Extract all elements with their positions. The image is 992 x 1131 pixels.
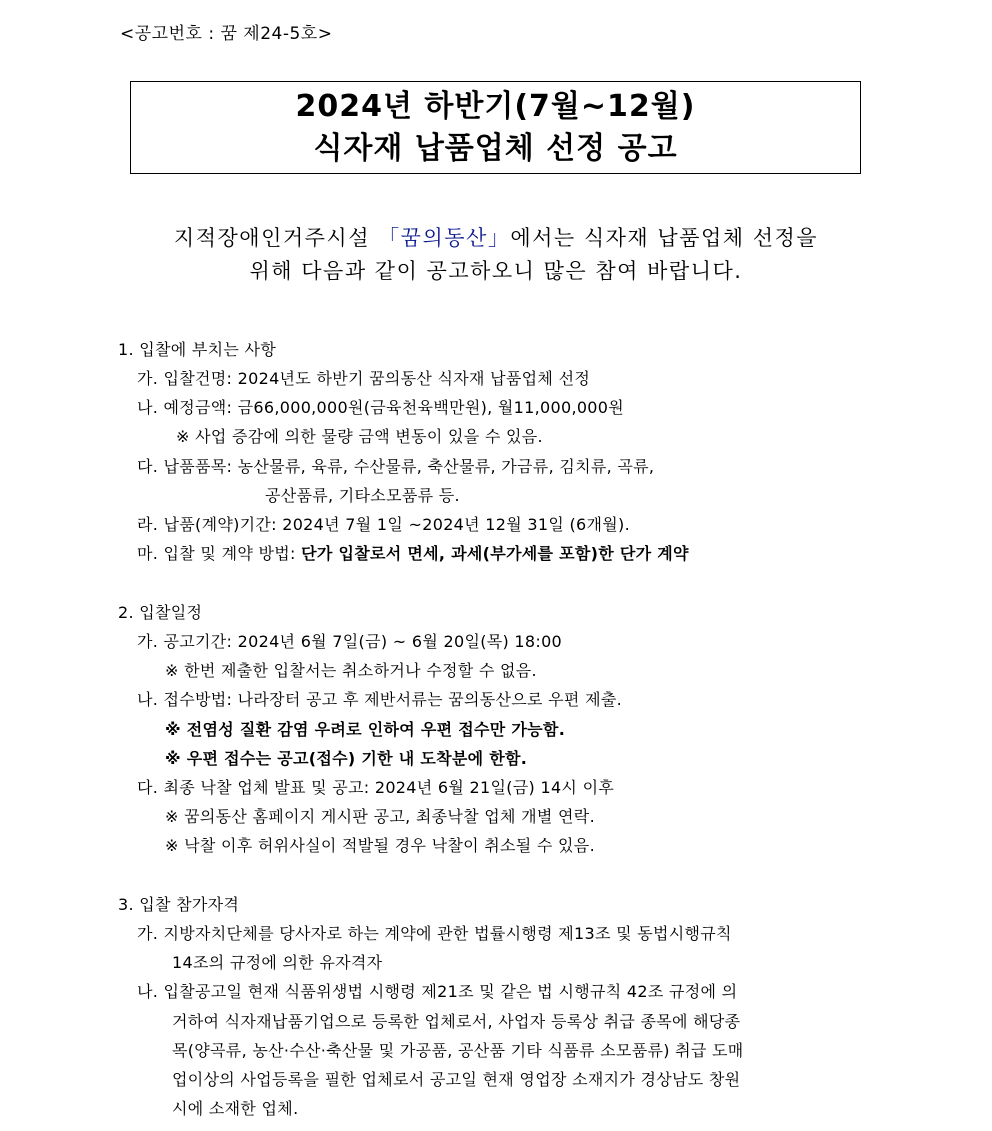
s2-item-a-note: ※ 한번 제출한 입찰서는 취소하거나 수정할 수 없음. (165, 661, 537, 680)
intro-text-after: 에서는 식자재 납품업체 선정을 (510, 226, 819, 250)
s2-item-a: 가. 공고기간: 2024년 6월 7일(금) ~ 6월 20일(목) 18:00 (137, 632, 563, 651)
title-line-1: 2024년 하반기(7월~12월) (295, 88, 696, 124)
s1-item-c-line-2: 공산품류, 기타소모품류 등. (265, 486, 460, 505)
s1-item-e (137, 541, 689, 564)
s2-item-b-note-1: ※ 전염성 질환 감염 우려로 인하여 우편 접수만 가능함. (165, 720, 566, 739)
intro-paragraph (100, 222, 892, 288)
s2-item-c: 다. 최종 낙찰 업체 발표 및 공고: 2024년 6월 21일(금) 14시 이후 (137, 778, 615, 797)
s1-item-e-label: 마. 입찰 및 계약 방법: (137, 544, 302, 563)
s3-item-b-line-4: 업이상의 사업등록을 필한 업체로서 공고일 현재 영업장 소재지가 경상남도 창원 (172, 1070, 741, 1089)
intro-line-1 (100, 222, 892, 255)
intro-line-2: 위해 다음과 같이 공고하오니 많은 참여 바랍니다. (249, 259, 743, 283)
s3-item-b-line-3: 목(양곡류, 농산·수산·축산물 및 가공품, 공산품 기타 식품류 소모품류) 취급 도매 (172, 1041, 744, 1060)
section-2-heading: 2. 입찰일정 (118, 603, 203, 622)
s3-item-b-line-5: 시에 소재한 업체. (172, 1099, 299, 1118)
s2-item-b-note-2: ※ 우편 접수는 공고(접수) 기한 내 도착분에 한함. (165, 749, 528, 768)
s1-item-d: 라. 납품(계약)기간: 2024년 7월 1일 ~2024년 12월 31일 (6개월). (137, 515, 630, 534)
s3-item-b-line-2: 거하여 식자재납품기업으로 등록한 업체로서, 사업자 등록상 취급 종목에 해당종 (172, 1012, 741, 1031)
s3-item-b-line-1: 나. 입찰공고일 현재 식품위생법 시행령 제21조 및 같은 법 시행규칙 42조 규정에 의 (137, 982, 738, 1001)
title-line-2: 식자재 납품업체 선정 공고 (313, 130, 678, 166)
facility-name: 「꿈의동산」 (378, 226, 511, 250)
s2-item-b: 나. 접수방법: 나라장터 공고 후 제반서류는 꿈의동산으로 우편 제출. (137, 690, 622, 709)
s1-item-c-line-1: 다. 납품품목: 농산물류, 육류, 수산물류, 축산물류, 가금류, 김치류, 곡류, (137, 457, 655, 476)
intro-text-before: 지적장애인거주시설 (173, 226, 379, 250)
s1-item-a: 가. 입찰건명: 2024년도 하반기 꿈의동산 식자재 납품업체 선정 (137, 369, 591, 388)
notice-number: <공고번호 : 꿈 제24-5호> (120, 24, 333, 44)
s3-item-a-line-1: 가. 지방자치단체를 당사자로 하는 계약에 관한 법률시행령 제13조 및 동법시행규칙 (137, 924, 732, 943)
title-box (130, 81, 861, 174)
s3-item-a-line-2: 14조의 규정에 의한 유자격자 (172, 953, 383, 972)
s2-item-c-note-2: ※ 낙찰 이후 허위사실이 적발될 경우 낙찰이 취소될 수 있음. (165, 836, 595, 855)
section-3-heading: 3. 입찰 참가자격 (118, 895, 240, 914)
section-1-heading: 1. 입찰에 부치는 사항 (118, 340, 277, 359)
s2-item-c-note-1: ※ 꿈의동산 홈페이지 게시판 공고, 최종낙찰 업체 개별 연락. (165, 807, 595, 826)
s1-item-b: 나. 예정금액: 금66,000,000원(금육천육백만원), 월11,000,000원 (137, 398, 625, 417)
s1-item-e-value: 단가 입찰로서 면세, 과세(부가세를 포함)한 단가 계약 (301, 544, 689, 563)
s1-item-b-note: ※ 사업 증감에 의한 물량 금액 변동이 있을 수 있음. (176, 427, 543, 446)
